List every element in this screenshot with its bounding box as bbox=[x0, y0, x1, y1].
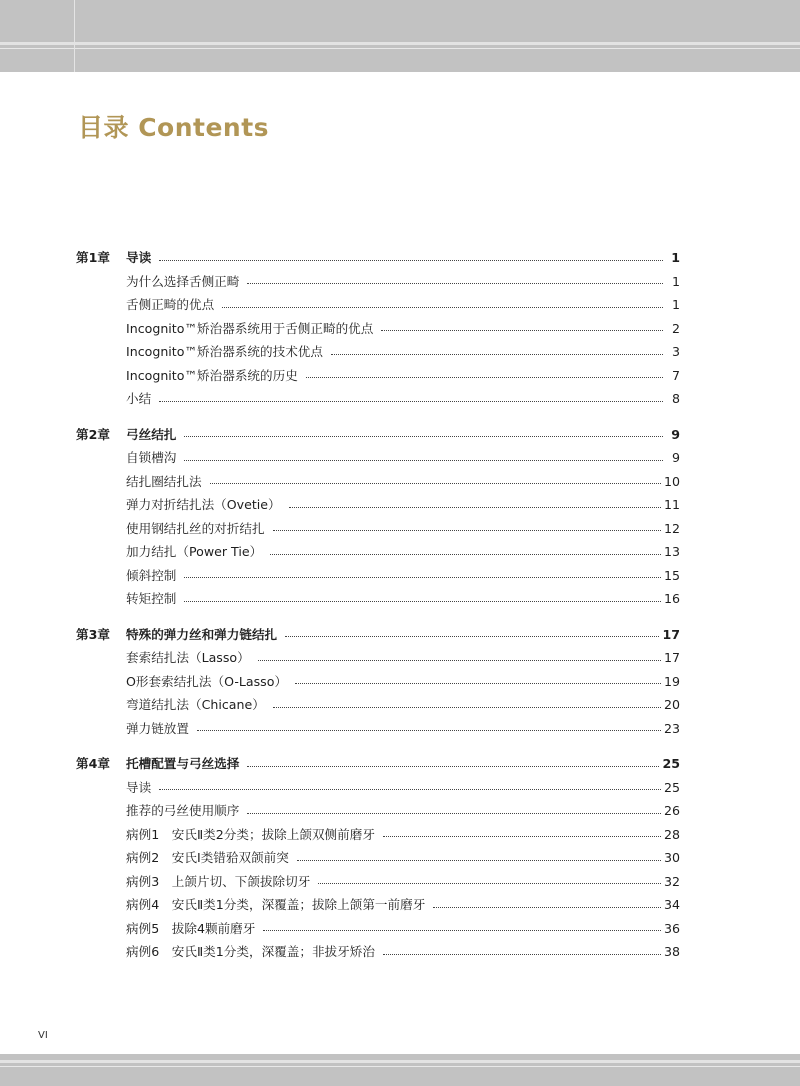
toc-chapter-entry[interactable] bbox=[76, 623, 680, 647]
table-of-contents bbox=[76, 246, 680, 976]
section-title: 舌侧正畸的优点 bbox=[126, 297, 215, 312]
chapter-page-number: 17 bbox=[662, 626, 680, 642]
section-page-number: 25 bbox=[663, 779, 680, 795]
section-title: 为什么选择舌侧正畸 bbox=[126, 273, 240, 289]
toc-section-entry[interactable] bbox=[76, 293, 680, 317]
chapter-label: 第1章 bbox=[76, 250, 110, 265]
leader-dots bbox=[210, 482, 661, 484]
footer-stripe-thin bbox=[0, 1066, 800, 1067]
section-title: 加力结扎（Power Tie） bbox=[126, 544, 263, 559]
chapter-title: 导读 bbox=[126, 250, 152, 265]
section-page-number: 9 bbox=[671, 450, 680, 465]
section-title: 小结 bbox=[126, 391, 152, 406]
leader-dots bbox=[318, 882, 661, 884]
chapter-title: 弓丝结扎 bbox=[126, 426, 177, 442]
toc-section-entry[interactable] bbox=[76, 387, 680, 411]
toc-section-entry[interactable] bbox=[76, 364, 680, 388]
toc-chapter bbox=[76, 423, 680, 611]
section-title: 病例1 安氏Ⅱ类2分类；拔除上颌双侧前磨牙 bbox=[126, 826, 375, 842]
toc-section-entry[interactable] bbox=[76, 587, 680, 611]
toc-section-entry[interactable] bbox=[76, 799, 680, 823]
section-page-number: 30 bbox=[663, 850, 680, 865]
section-page-number: 1 bbox=[671, 273, 680, 289]
footer-decor-band bbox=[0, 1054, 800, 1086]
page-number: VI bbox=[38, 1030, 48, 1041]
section-page-number: 26 bbox=[663, 803, 680, 818]
toc-section-entry[interactable] bbox=[76, 670, 680, 694]
toc-section-entry[interactable] bbox=[76, 646, 680, 670]
leader-dots bbox=[289, 506, 661, 508]
leader-dots bbox=[263, 929, 661, 931]
leader-dots bbox=[197, 729, 661, 731]
leader-dots bbox=[306, 376, 663, 378]
leader-dots bbox=[383, 835, 661, 837]
chapter-label: 第3章 bbox=[76, 626, 110, 642]
section-title: 病例6 安氏Ⅱ类1分类，深覆盖；非拔牙矫治 bbox=[126, 944, 375, 959]
chapter-title: 托槽配置与弓丝选择 bbox=[126, 756, 240, 771]
footer-stripe bbox=[0, 1060, 800, 1063]
leader-dots bbox=[184, 435, 663, 437]
section-page-number: 38 bbox=[663, 944, 680, 959]
section-page-number: 34 bbox=[663, 897, 680, 912]
section-page-number: 20 bbox=[663, 697, 680, 712]
toc-section-entry[interactable] bbox=[76, 340, 680, 364]
leader-dots bbox=[159, 400, 663, 402]
leader-dots bbox=[184, 600, 661, 602]
toc-section-entry[interactable] bbox=[76, 270, 680, 294]
chapter-page-number: 9 bbox=[671, 426, 680, 442]
toc-section-entry[interactable] bbox=[76, 717, 680, 741]
section-title: 套索结扎法（Lasso） bbox=[126, 650, 250, 665]
section-page-number: 12 bbox=[663, 520, 680, 536]
toc-section-entry[interactable] bbox=[76, 823, 680, 847]
section-page-number: 1 bbox=[671, 297, 680, 312]
toc-section-entry[interactable] bbox=[76, 470, 680, 494]
toc-section-entry[interactable] bbox=[76, 846, 680, 870]
toc-section-entry[interactable] bbox=[76, 517, 680, 541]
chapter-page-number: 25 bbox=[662, 756, 680, 771]
toc-chapter-entry[interactable] bbox=[76, 423, 680, 447]
section-page-number: 16 bbox=[663, 591, 680, 606]
section-page-number: 36 bbox=[663, 920, 680, 936]
section-page-number: 32 bbox=[663, 873, 680, 889]
chapter-title: 特殊的弹力丝和弹力链结扎 bbox=[126, 626, 278, 642]
section-title: 弹力对折结扎法（Ovetie） bbox=[126, 497, 281, 512]
toc-section-entry[interactable] bbox=[76, 917, 680, 941]
header-divider bbox=[74, 0, 75, 72]
leader-dots bbox=[247, 765, 659, 767]
toc-section-entry[interactable] bbox=[76, 940, 680, 964]
chapter-label: 第4章 bbox=[76, 756, 110, 771]
toc-chapter bbox=[76, 752, 680, 964]
toc-section-entry[interactable] bbox=[76, 693, 680, 717]
leader-dots bbox=[285, 635, 659, 637]
section-title: 使用钢结扎丝的对折结扎 bbox=[126, 520, 265, 536]
leader-dots bbox=[273, 529, 661, 531]
section-page-number: 10 bbox=[663, 473, 680, 489]
leader-dots bbox=[383, 953, 661, 955]
leader-dots bbox=[184, 576, 661, 578]
section-title: 病例3 上颌片切、下颌拔除切牙 bbox=[126, 873, 311, 889]
section-page-number: 15 bbox=[663, 567, 680, 583]
toc-section-entry[interactable] bbox=[76, 317, 680, 341]
toc-section-entry[interactable] bbox=[76, 870, 680, 894]
section-page-number: 2 bbox=[671, 320, 680, 336]
toc-chapter bbox=[76, 246, 680, 411]
section-title: Incognito™矫治器系统的技术优点 bbox=[126, 344, 323, 359]
leader-dots bbox=[247, 282, 663, 284]
leader-dots bbox=[381, 329, 663, 331]
toc-section-entry[interactable] bbox=[76, 540, 680, 564]
leader-dots bbox=[159, 788, 661, 790]
section-page-number: 28 bbox=[663, 826, 680, 842]
toc-section-entry[interactable] bbox=[76, 493, 680, 517]
toc-chapter-entry[interactable] bbox=[76, 752, 680, 776]
leader-dots bbox=[159, 259, 663, 261]
leader-dots bbox=[295, 682, 661, 684]
section-page-number: 11 bbox=[663, 497, 680, 512]
section-title: Incognito™矫治器系统用于舌侧正畸的优点 bbox=[126, 320, 374, 336]
header-stripe bbox=[0, 42, 800, 45]
toc-section-entry[interactable] bbox=[76, 564, 680, 588]
header-stripe-thin bbox=[0, 48, 800, 49]
section-title: 结扎圈结扎法 bbox=[126, 473, 202, 489]
section-title: 推荐的弓丝使用顺序 bbox=[126, 803, 240, 818]
leader-dots bbox=[273, 706, 661, 708]
section-page-number: 8 bbox=[671, 391, 680, 406]
section-title: 导读 bbox=[126, 779, 152, 795]
section-title: 转矩控制 bbox=[126, 591, 177, 606]
section-page-number: 19 bbox=[663, 673, 680, 689]
leader-dots bbox=[297, 859, 661, 861]
section-page-number: 17 bbox=[663, 650, 680, 665]
leader-dots bbox=[331, 353, 663, 355]
leader-dots bbox=[184, 459, 663, 461]
section-title: O形套索结扎法（O-Lasso） bbox=[126, 673, 288, 689]
toc-chapter-entry[interactable] bbox=[76, 246, 680, 270]
page-title: 目录 Contents bbox=[78, 113, 270, 142]
header-decor-band bbox=[0, 0, 800, 72]
chapter-label: 第2章 bbox=[76, 426, 110, 442]
section-title: 弹力链放置 bbox=[126, 720, 189, 736]
section-title: 病例4 安氏Ⅱ类1分类，深覆盖；拔除上颌第一前磨牙 bbox=[126, 897, 426, 912]
section-title: 倾斜控制 bbox=[126, 567, 177, 583]
section-title: 病例2 安氏Ⅰ类错𬌗双颌前突 bbox=[126, 850, 289, 865]
section-title: Incognito™矫治器系统的历史 bbox=[126, 367, 298, 383]
leader-dots bbox=[258, 659, 661, 661]
leader-dots bbox=[270, 553, 661, 555]
leader-dots bbox=[222, 306, 663, 308]
section-title: 病例5 拔除4颗前磨牙 bbox=[126, 920, 256, 936]
section-page-number: 13 bbox=[663, 544, 680, 559]
toc-chapter bbox=[76, 623, 680, 741]
section-title: 自锁槽沟 bbox=[126, 450, 177, 465]
leader-dots bbox=[433, 906, 661, 908]
section-page-number: 7 bbox=[671, 367, 680, 383]
leader-dots bbox=[247, 812, 661, 814]
toc-section-entry[interactable] bbox=[76, 446, 680, 470]
chapter-page-number: 1 bbox=[671, 250, 680, 265]
section-page-number: 23 bbox=[663, 720, 680, 736]
toc-section-entry[interactable] bbox=[76, 776, 680, 800]
toc-section-entry[interactable] bbox=[76, 893, 680, 917]
section-page-number: 3 bbox=[671, 344, 680, 359]
section-title: 弯道结扎法（Chicane） bbox=[126, 697, 265, 712]
